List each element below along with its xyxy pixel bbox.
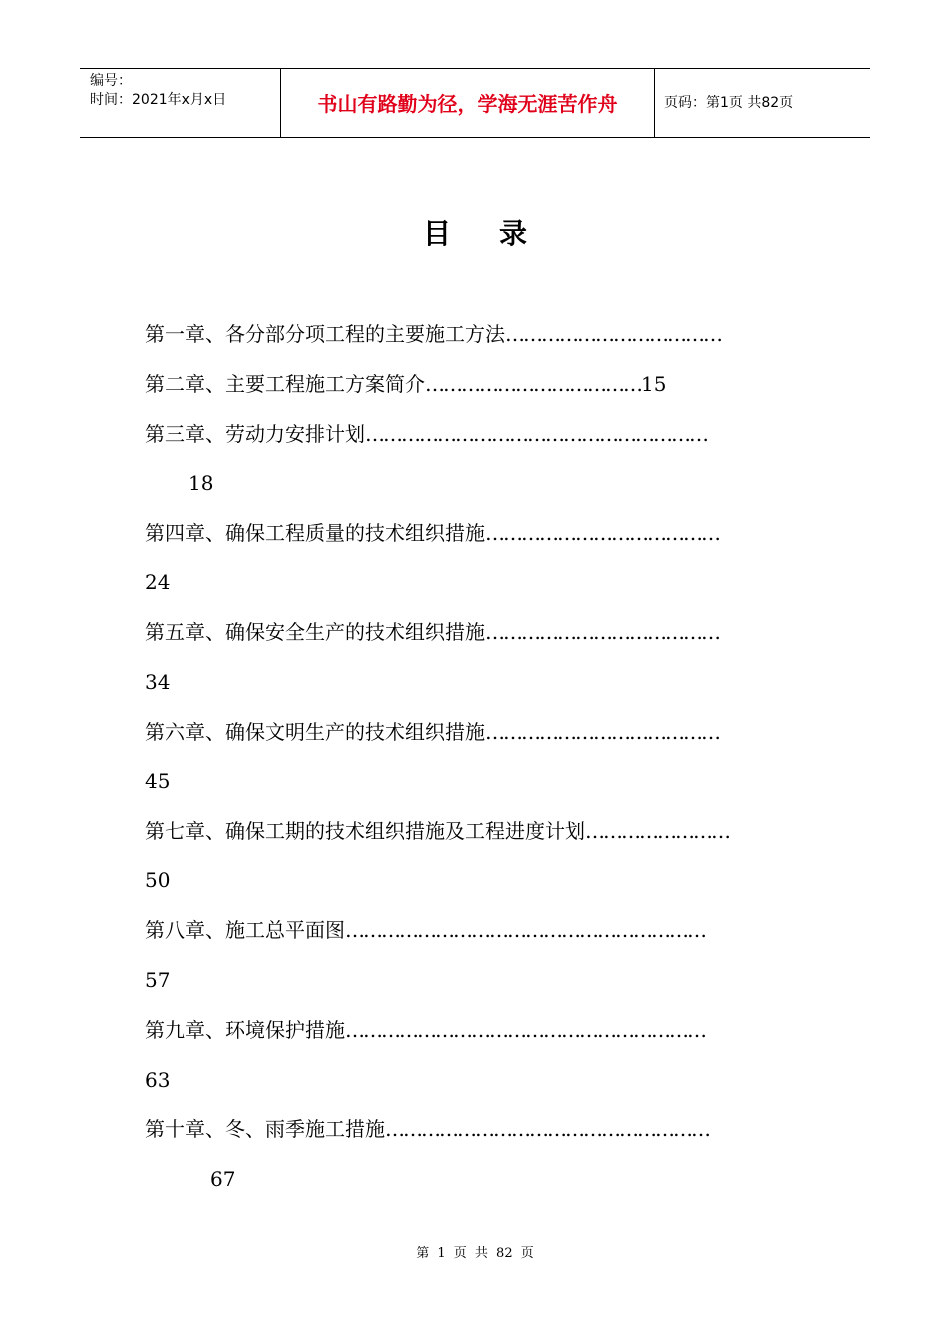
toc-entry-7 [145, 817, 729, 845]
header-meta-cell [80, 69, 280, 137]
toc-leader-dots: ………………………………… [485, 521, 719, 545]
toc-entry-5 [145, 618, 719, 646]
toc-entry-10 [145, 1115, 709, 1143]
toc-entry-title: 第二章、主要工程施工方案简介 [145, 372, 425, 396]
toc-entry-page: 34 [145, 670, 171, 694]
toc-entry-8 [145, 916, 705, 944]
toc-entry-title: 第八章、施工总平面图 [145, 918, 345, 942]
toc-entry-page: 24 [145, 570, 171, 594]
toc-entry-page: 15 [641, 372, 667, 396]
toc-entry-title: 第十章、冬、雨季施工措施 [145, 1117, 385, 1141]
toc-entry-page: 57 [145, 968, 171, 992]
doc-time-label: 时间：2021年x月x日 [90, 92, 227, 108]
header-page-cell [654, 69, 870, 137]
toc-entry-4 [145, 519, 719, 547]
page-title: 目录 [422, 217, 575, 250]
toc-leader-dots: …………………… [585, 819, 729, 843]
toc-entry-3 [145, 420, 707, 448]
toc-entry-title: 第四章、确保工程质量的技术组织措施 [145, 521, 485, 545]
doc-number-label: 编号： [90, 73, 132, 89]
toc-entry-page: 67 [210, 1167, 236, 1191]
toc-entry-page: 45 [145, 769, 171, 793]
header-motto-cell [280, 69, 655, 137]
header-motto: 书山有路勤为径，学海无涯苦作舟 [317, 92, 618, 116]
toc-leader-dots: ……………………………………………… [385, 1117, 709, 1141]
toc-entry-title: 第九章、环境保护措施 [145, 1018, 345, 1042]
toc-entry-title: 第五章、确保安全生产的技术组织措施 [145, 620, 485, 644]
toc-leader-dots: …………………………………………………… [345, 918, 705, 942]
page-footer: 第 1 页 共 82 页 [416, 1246, 534, 1261]
toc-entry-page: 18 [188, 471, 214, 495]
toc-leader-dots: ………………………………… [485, 720, 719, 744]
toc-entry-title: 第三章、劳动力安排计划 [145, 422, 365, 446]
toc-entry-title: 第六章、确保文明生产的技术组织措施 [145, 720, 485, 744]
toc-entry-6 [145, 718, 719, 746]
toc-entry-title: 第一章、各分部分项工程的主要施工方法 [145, 322, 505, 346]
header-page-info: 页码：第1页 共82页 [664, 95, 794, 111]
toc-leader-dots: ………………………………………………… [365, 422, 707, 446]
toc-entry-page: 50 [145, 868, 171, 892]
toc-leader-dots: ……………………………… [425, 372, 641, 396]
toc-entry-page: 63 [145, 1068, 171, 1092]
page-header [80, 68, 870, 138]
toc-entry-9 [145, 1016, 705, 1044]
toc-entry-2 [145, 370, 666, 398]
toc-entry-title: 第七章、确保工期的技术组织措施及工程进度计划 [145, 819, 585, 843]
toc-leader-dots: …………………………………………………… [345, 1018, 705, 1042]
toc-leader-dots: ………………………………… [485, 620, 719, 644]
toc-leader-dots: ……………………………… [505, 322, 721, 346]
toc-entry-1 [145, 320, 721, 348]
